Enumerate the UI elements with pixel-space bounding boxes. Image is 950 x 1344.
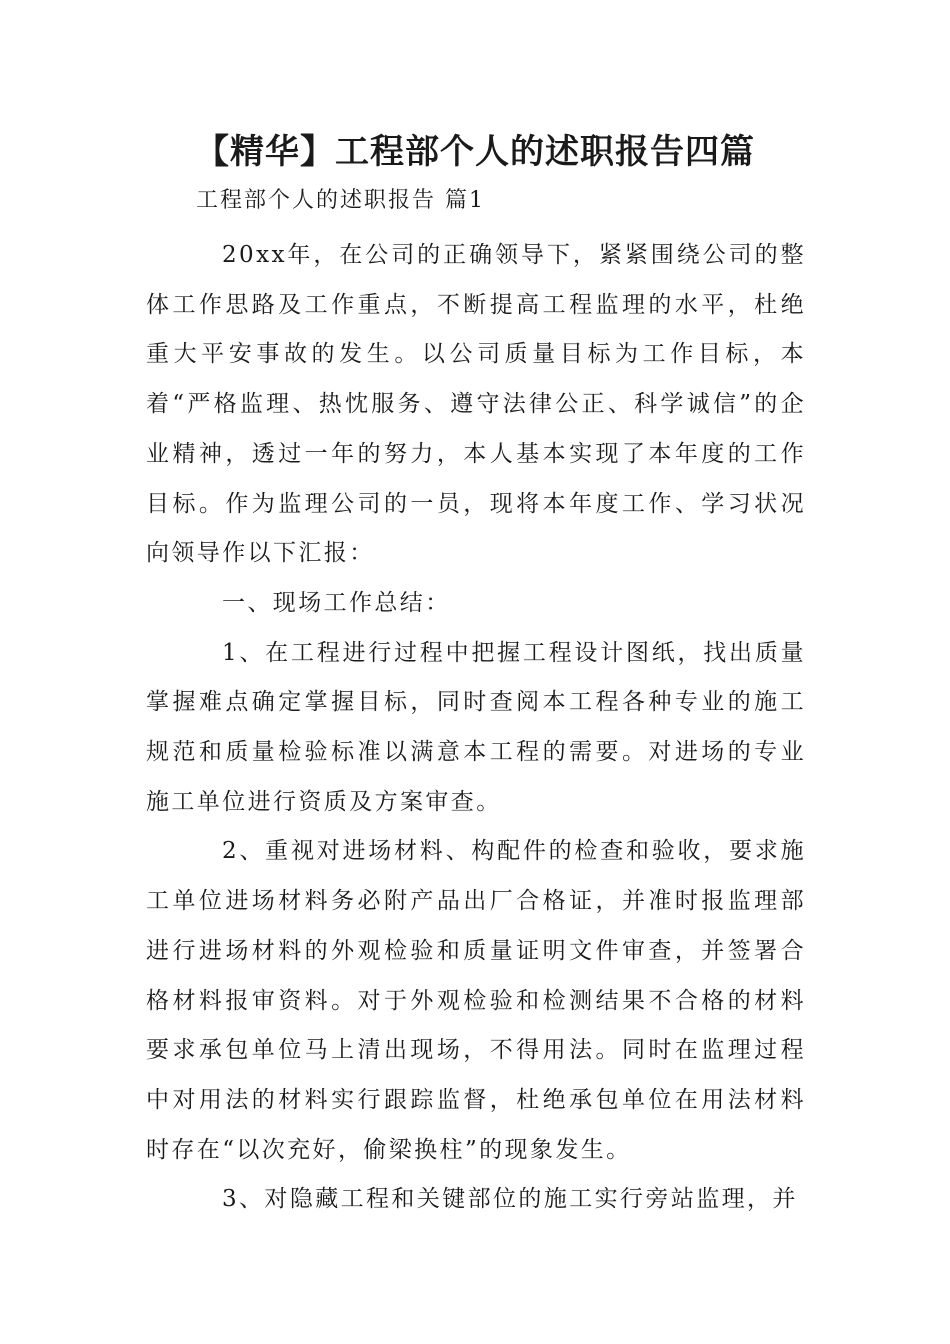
section-heading: 工程部个人的述职报告 篇1 — [196, 188, 485, 213]
document-title: 【精华】工程部个人的述职报告四篇 — [195, 132, 755, 172]
document-body — [146, 231, 806, 1225]
paragraph-item-1: 1、在工程进行过程中把握工程设计图纸，找出质量掌握难点确定掌握目标，同时查阅本工程各种专业的施工规范和质量检验标准以满意本工程的需要。对进场的专业施工单位进行资质及方案审查。 — [146, 639, 806, 815]
paragraph-item-3: 3、对隐藏工程和关键部位的施工实行旁站监理，并 — [222, 1186, 798, 1213]
paragraph-section-heading: 一、现场工作总结： — [222, 589, 451, 616]
paragraph-item-2: 2、重视对进场材料、构配件的检查和验收，要求施工单位进场材料务必附产品出厂合格证，并准时报监理部进行进场材料的外观检验和质量证明文件审查，并签署合格材料报审资料。对于外观检验和检测结果不合格的材料要求承包单位马上清出现场，不得用法。同时在监理过程中对用法的材料实行跟踪监督，杜绝承包单位在用法材料时存在“以次充好，偷梁换柱”的现象发生。 — [146, 838, 806, 1163]
paragraph-intro: 20xx年，在公司的正确领导下，紧紧围绕公司的整体工作思路及工作重点，不断提高工程监理的水平，杜绝重大平安事故的发生。以公司质量目标为工作目标，本着“严格监理、热忱服务、遵守法律公正、科学诚信”的企业精神，透过一年的努力，本人基本实现了本年度的工作目标。作为监理公司的一员，现将本年度工作、学习状况向领导作以下汇报： — [146, 242, 806, 567]
